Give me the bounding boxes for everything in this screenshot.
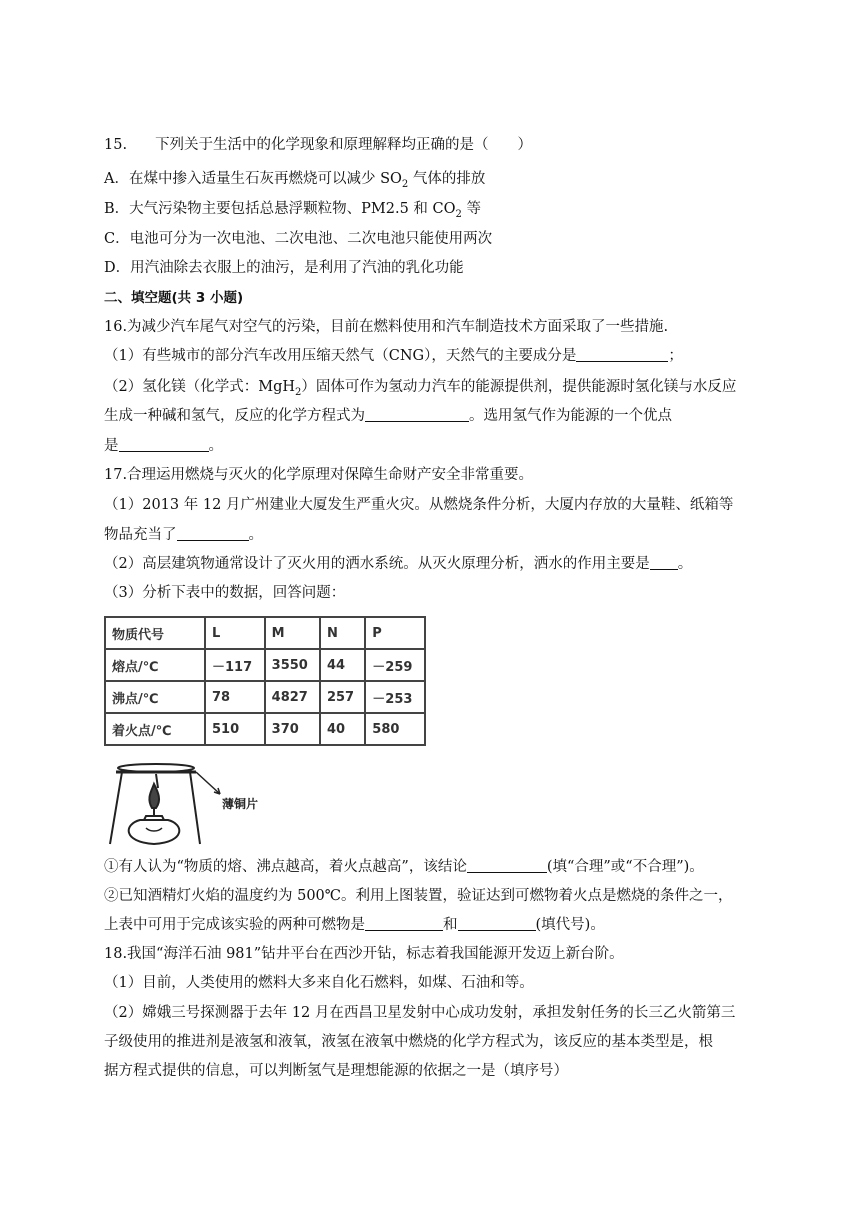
table-cell: 着火点/℃ — [105, 713, 205, 745]
question-text: 下列关于生活中的化学现象和原理解释均正确的是（ ） — [155, 137, 533, 153]
table-cell: －117 — [205, 649, 265, 681]
table-cell: 510 — [205, 713, 265, 745]
part-text: （2）高层建筑物通常设计了灭火用的洒水系统。从灭火原理分析，洒水的作用主要是 — [104, 556, 650, 572]
table-cell: 370 — [265, 713, 320, 745]
table-header-cell: 物质代号 — [105, 617, 205, 649]
answer-blank[interactable] — [458, 916, 536, 931]
answer-blank[interactable] — [177, 526, 249, 541]
table-cell: 3550 — [265, 649, 320, 681]
question-18-part-2-line-3: 据方程式提供的信息，可以判断氢气是理想能源的依据之一是（填序号） — [104, 1063, 568, 1079]
properties-table — [104, 616, 426, 746]
question-17-part-1-line-1: （1）2013 年 12 月广州建业大厦发生严重火灾。从燃烧条件分析，大厦内存放的大量鞋、纸箱等 — [104, 497, 734, 513]
part-text-tail: (填“合理”或“不合理”)。 — [546, 859, 704, 875]
table-header-cell: N — [320, 617, 365, 649]
question-17-part-3: （3）分析下表中的数据，回答问题： — [104, 585, 346, 601]
question-15-stem — [104, 135, 532, 155]
question-16-part-2-line-1 — [104, 377, 736, 403]
table-cell: 40 — [320, 713, 365, 745]
option-d — [104, 258, 464, 278]
answer-blank[interactable] — [119, 437, 209, 452]
table-header-row — [105, 617, 425, 649]
option-letter: B． — [104, 201, 130, 217]
part-text: ①有人认为“物质的熔、沸点越高，着火点越高”，该结论 — [104, 859, 467, 875]
question-18-part-2-line-1: （2）嫦娥三号探测器于去年 12 月在西昌卫星发射中心成功发射，承担发射任务的长三乙火箭第三 — [104, 1005, 736, 1021]
question-16-part-2-line-2 — [104, 406, 672, 426]
part-text-tail: 。 — [677, 556, 693, 572]
part-text: （1）有些城市的部分汽车改用压缩天然气（CNG），天然气的主要成分是 — [104, 348, 577, 364]
table-row — [105, 649, 425, 681]
subscript: 2 — [455, 208, 462, 220]
question-number: 15. — [104, 137, 128, 153]
copper-sheet-label: 薄铜片 — [222, 797, 259, 811]
option-text: 大气污染物主要包括总悬浮颗粒物、PM2.5 和 CO — [129, 201, 456, 217]
part-text: 物品充当了 — [104, 527, 177, 543]
subscript: 2 — [295, 386, 302, 398]
table-cell: －259 — [365, 649, 425, 681]
question-18-stem: 18.我国“海洋石油 981”钻井平台在西沙开钻，标志着我国能源开发迈上新台阶。 — [104, 946, 624, 962]
question-18-part-2-line-2: 子级使用的推进剂是液氢和液氧，液氢在液氧中燃烧的化学方程式为，该反应的基本类型是，根 — [104, 1034, 713, 1050]
answer-blank[interactable] — [576, 347, 668, 362]
question-17-sub-2-line-2 — [104, 915, 605, 935]
table-cell: 257 — [320, 681, 365, 713]
part-text: （2）氢化镁（化学式：MgH — [104, 379, 295, 395]
option-text-tail: 等 — [461, 201, 482, 217]
table-cell: 沸点/℃ — [105, 681, 205, 713]
question-16-part-1 — [104, 346, 683, 366]
part-text: 上表中可用于完成该实验的两种可燃物是 — [104, 917, 365, 933]
alcohol-lamp-tripod-illustration — [100, 758, 290, 850]
question-16-part-2-line-3 — [104, 436, 223, 456]
option-letter: A． — [104, 171, 129, 187]
part-text-tail: 。 — [208, 438, 223, 454]
table-row — [105, 713, 425, 745]
question-17-part-2 — [104, 554, 692, 574]
question-17-sub-1 — [104, 857, 704, 877]
table-cell: 580 — [365, 713, 425, 745]
table-row — [105, 681, 425, 713]
answer-blank[interactable] — [365, 916, 443, 931]
option-text: 用汽油除去衣服上的油污，是利用了汽油的乳化功能 — [130, 260, 464, 276]
question-17-stem: 17.合理运用燃烧与灭火的化学原理对保障生命财产安全非常重要。 — [104, 467, 534, 483]
option-a — [104, 169, 485, 195]
part-text-tail: ； — [668, 348, 683, 364]
answer-blank[interactable] — [650, 555, 678, 570]
option-text-tail: 气体的排放 — [408, 171, 486, 187]
answer-blank[interactable] — [467, 858, 547, 873]
part-text-tail: 。选用氢气作为能源的一个优点 — [469, 408, 672, 424]
table-header-cell: P — [365, 617, 425, 649]
part-text-tail: 。 — [248, 527, 263, 543]
table-cell: 44 — [320, 649, 365, 681]
part-text: 生成一种碱和氢气，反应的化学方程式为 — [104, 408, 365, 424]
table-cell: 78 — [205, 681, 265, 713]
table-header-cell: M — [265, 617, 320, 649]
part-text-tail: (填代号)。 — [535, 917, 605, 933]
question-17-part-1-line-2 — [104, 525, 263, 545]
table-cell: －253 — [365, 681, 425, 713]
part-text-tail: ）固体可作为氢动力汽车的能源提供剂，提供能源时氢化镁与水反应 — [301, 379, 737, 395]
table-cell: 熔点/℃ — [105, 649, 205, 681]
option-letter: D． — [104, 260, 131, 276]
question-18-part-1: （1）目前，人类使用的燃料大多来自化石燃料，如煤、石油和等。 — [104, 975, 534, 991]
option-b — [104, 199, 481, 225]
option-letter: C． — [104, 231, 130, 247]
apparatus-figure — [100, 758, 290, 850]
answer-blank[interactable] — [365, 407, 469, 422]
part-text: 是 — [104, 438, 119, 454]
section-title: 二、填空题(共 3 小题) — [104, 290, 244, 306]
part-text: 和 — [443, 917, 458, 933]
option-text: 电池可分为一次电池、二次电池、二次电池只能使用两次 — [129, 231, 493, 247]
subscript: 2 — [401, 178, 409, 190]
question-16-stem: 16.为减少汽车尾气对空气的污染，目前在燃料使用和汽车制造技术方面采取了一些措施. — [104, 319, 669, 335]
table-cell: 4827 — [265, 681, 320, 713]
option-c — [104, 229, 492, 249]
table-header-cell: L — [205, 617, 265, 649]
question-17-sub-2-line-1: ②已知酒精灯火焰的温度约为 500℃。利用上图装置，验证达到可燃物着火点是燃烧的条件之一， — [104, 888, 733, 904]
option-text: 在煤中掺入适量生石灰再燃烧可以减少 SO — [128, 171, 402, 187]
